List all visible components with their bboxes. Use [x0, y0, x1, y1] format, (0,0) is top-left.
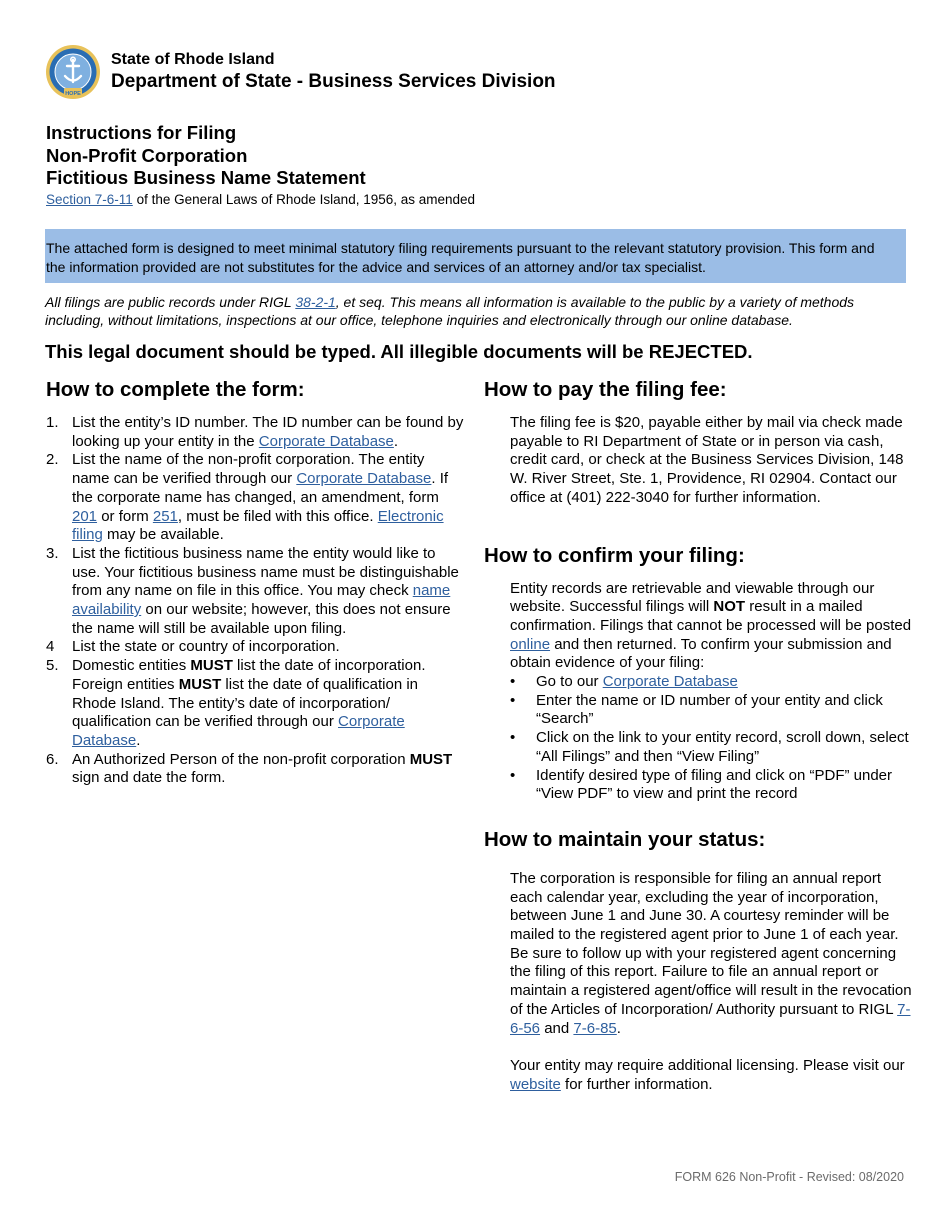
- confirm-filing-text: [484, 580, 914, 674]
- step-text-part: . If the corporate name has changed, an amendment, form: [72, 470, 449, 506]
- step-text: [72, 657, 466, 751]
- step-number: 5.: [46, 657, 59, 675]
- step-text: [72, 414, 466, 451]
- emphasis-must: MUST: [190, 657, 233, 675]
- pay-fee-text: The filing fee is $20, payable either by mail via check made payable to RI Department of State or in person via cash, credit card, or check at the Business Services Division, 148 W. River Street, Ste. 1, Providence, RI 02904. Contact our office at (401) 222-3040 for further information.: [510, 414, 904, 506]
- maintain-text-part: The corporation is responsible for filing an annual report each calendar year, excluding the year of incorporation, between June 1 and June 30. A courtesy reminder will be mailed to the registered agent prior to June 1 of each year. Be sure to follow up with your registered agent concerning the filing of this report. Failure to file an annual report or maintain a registered agent/office will result in the revocation of the Articles of Incorporation/ Authority pursuant to RIGL: [510, 869, 912, 1018]
- state-name: State of Rhode Island: [111, 51, 275, 68]
- step-text-part: List the entity’s ID number. The ID number can be found by looking up your entity in the: [72, 414, 464, 450]
- disclaimer-line-2: the information provided are not substitutes for the advice and services of an attorney and/or tax specialist.: [46, 258, 706, 275]
- step-item: [46, 545, 466, 639]
- step-number: 2.: [46, 451, 59, 469]
- corporate-database-link[interactable]: Corporate Database: [258, 432, 394, 450]
- document-title-block: [46, 122, 475, 209]
- form-201-link[interactable]: 201: [72, 507, 98, 525]
- list-item: [510, 692, 914, 729]
- licensing-text-part: for further information.: [560, 1075, 713, 1093]
- list-item: [510, 729, 914, 766]
- step-text-part: List the fictitious business name the entity would like to use. Your fictitious business name must be distinguishable from any name on file in this office. You may check: [72, 544, 459, 600]
- step-text-part: .: [136, 731, 141, 749]
- list-item-text: Click on the link to your entity record, scroll down, select “All Filings” and then “View Filing”: [536, 729, 909, 765]
- typed-warning: This legal document should be typed. All illegible documents will be REJECTED.: [45, 341, 753, 362]
- corporate-database-link[interactable]: Corporate Database: [602, 673, 738, 691]
- maintain-status-heading: How to maintain your status:: [484, 827, 766, 851]
- complete-form-steps: [46, 414, 466, 788]
- confirm-steps-list: [484, 673, 914, 804]
- section-7-6-11-link[interactable]: Section 7-6-11: [46, 191, 133, 207]
- corporate-database-link[interactable]: Corporate Database: [296, 470, 432, 488]
- statute-reference-text: of the General Laws of Rhode Island, 1956, as amended: [132, 191, 476, 207]
- confirm-filing-section: [484, 544, 914, 804]
- step-number: 4: [46, 638, 55, 656]
- seal-motto: HOPE: [65, 90, 81, 97]
- pay-fee-section: [484, 378, 914, 508]
- step-text-part: on our website; however, this does not ensure the name will still be available upon filing.: [72, 601, 451, 637]
- form-251-link[interactable]: 251: [152, 507, 178, 525]
- emphasis-must: MUST: [409, 750, 453, 768]
- corporate-database-link[interactable]: Corporate Database: [72, 713, 405, 749]
- step-text-part: List the name of the non-profit corporation. The entity name can be verified through our: [72, 451, 425, 488]
- disclaimer-notice: [45, 229, 906, 283]
- title-line-1: Instructions for Filing: [46, 122, 237, 143]
- public-records-text-2: , et seq. This means all information is available to the public by a variety of methods including, without limitations, inspections at our office, telephone inquiries and electronically through our online database.: [45, 294, 855, 328]
- department-name: Department of State - Business Services Division: [111, 71, 556, 92]
- complete-form-heading: How to complete the form:: [46, 378, 305, 401]
- step-text-part: An Authorized Person of the non-profit corporation: [72, 750, 410, 768]
- bullet-icon: •: [510, 673, 516, 691]
- confirm-text-part: and then returned. To confirm your submission and obtain evidence of your filing:: [510, 635, 892, 672]
- website-link[interactable]: website: [510, 1075, 561, 1093]
- bullet-icon: •: [510, 766, 516, 784]
- step-number: 6.: [46, 750, 59, 768]
- step-text: [72, 451, 466, 545]
- header-text: [111, 50, 556, 94]
- rigl-7-6-56-link[interactable]: 7-6-56: [510, 1000, 911, 1037]
- disclaimer-line-1: The attached form is designed to meet minimal statutory filing requirements pursuant to the relevant statutory provision. This form and: [46, 240, 875, 256]
- step-text-part: Domestic entities: [72, 657, 191, 675]
- public-records-notice: [45, 294, 915, 329]
- step-number: 1.: [46, 414, 59, 431]
- rigl-7-6-85-link[interactable]: 7-6-85: [573, 1019, 617, 1037]
- list-item-text-part: Go to our: [536, 673, 603, 691]
- step-text: [72, 545, 466, 639]
- step-text-part: sign and date the form.: [72, 769, 226, 787]
- step-item: [46, 414, 466, 451]
- pay-fee-heading: How to pay the filing fee:: [484, 378, 727, 401]
- title-line-2: Non-Profit Corporation: [46, 144, 248, 166]
- electronic-filing-link[interactable]: Electronic filing: [72, 507, 444, 544]
- step-text: [72, 751, 466, 788]
- step-text-part: may be available.: [102, 526, 224, 544]
- complete-form-section: [46, 378, 466, 788]
- rigl-38-2-1-link[interactable]: 38-2-1: [295, 294, 336, 310]
- confirm-filing-heading: How to confirm your filing:: [484, 543, 745, 567]
- list-item: [510, 767, 914, 804]
- state-seal-icon: [45, 44, 101, 100]
- step-text-part: list the date of incorporation. Foreign entities: [72, 657, 426, 693]
- emphasis-not: NOT: [713, 598, 746, 616]
- list-item-text: Enter the name or ID number of your entity and click “Search”: [536, 691, 883, 728]
- step-item: [46, 751, 466, 788]
- maintain-text-part: and: [540, 1019, 574, 1037]
- bullet-icon: •: [510, 729, 516, 747]
- step-text-part: or form: [97, 507, 153, 525]
- form-footer: FORM 626 Non-Profit - Revised: 08/2020: [674, 1170, 904, 1184]
- title-line-3: Fictitious Business Name Statement: [46, 167, 366, 188]
- confirm-text-part: Entity records are retrievable and viewable through our website. Successful filings will: [510, 579, 875, 616]
- right-column: [484, 378, 914, 1094]
- bullet-icon: •: [510, 691, 516, 709]
- maintain-status-section: [484, 828, 914, 1094]
- licensing-text-part: Your entity may require additional licensing. Please visit our: [510, 1056, 905, 1074]
- list-item: [510, 673, 914, 692]
- statute-reference: [46, 191, 475, 209]
- maintain-text-part: .: [616, 1019, 621, 1037]
- step-text-part: .: [393, 432, 399, 450]
- emphasis-must: MUST: [178, 675, 222, 693]
- step-item: [46, 657, 466, 751]
- step-text-part: list the date of qualification in Rhode Island. The entity’s date of incorporation/ qualification can be verified through our: [72, 675, 419, 731]
- step-item: [46, 451, 466, 545]
- maintain-status-text: [484, 870, 914, 1038]
- confirm-text-part: result in a mailed confirmation. Filings that cannot be processed will be posted: [510, 598, 912, 634]
- public-records-text: All filings are public records under RIGL: [45, 294, 296, 310]
- step-text: List the state or country of incorporation.: [72, 638, 340, 656]
- licensing-text: [484, 1057, 914, 1094]
- step-text-part: , must be filed with this office.: [177, 507, 378, 525]
- list-item-text: [536, 673, 738, 692]
- page-header: [45, 44, 556, 100]
- list-item-text: Identify desired type of filing and click on “PDF” under “View PDF” to view and print the record: [536, 766, 893, 803]
- step-item: [46, 638, 466, 657]
- name-availability-link[interactable]: name availability: [72, 582, 451, 619]
- online-link[interactable]: online: [510, 635, 551, 653]
- step-number: 3.: [46, 544, 59, 562]
